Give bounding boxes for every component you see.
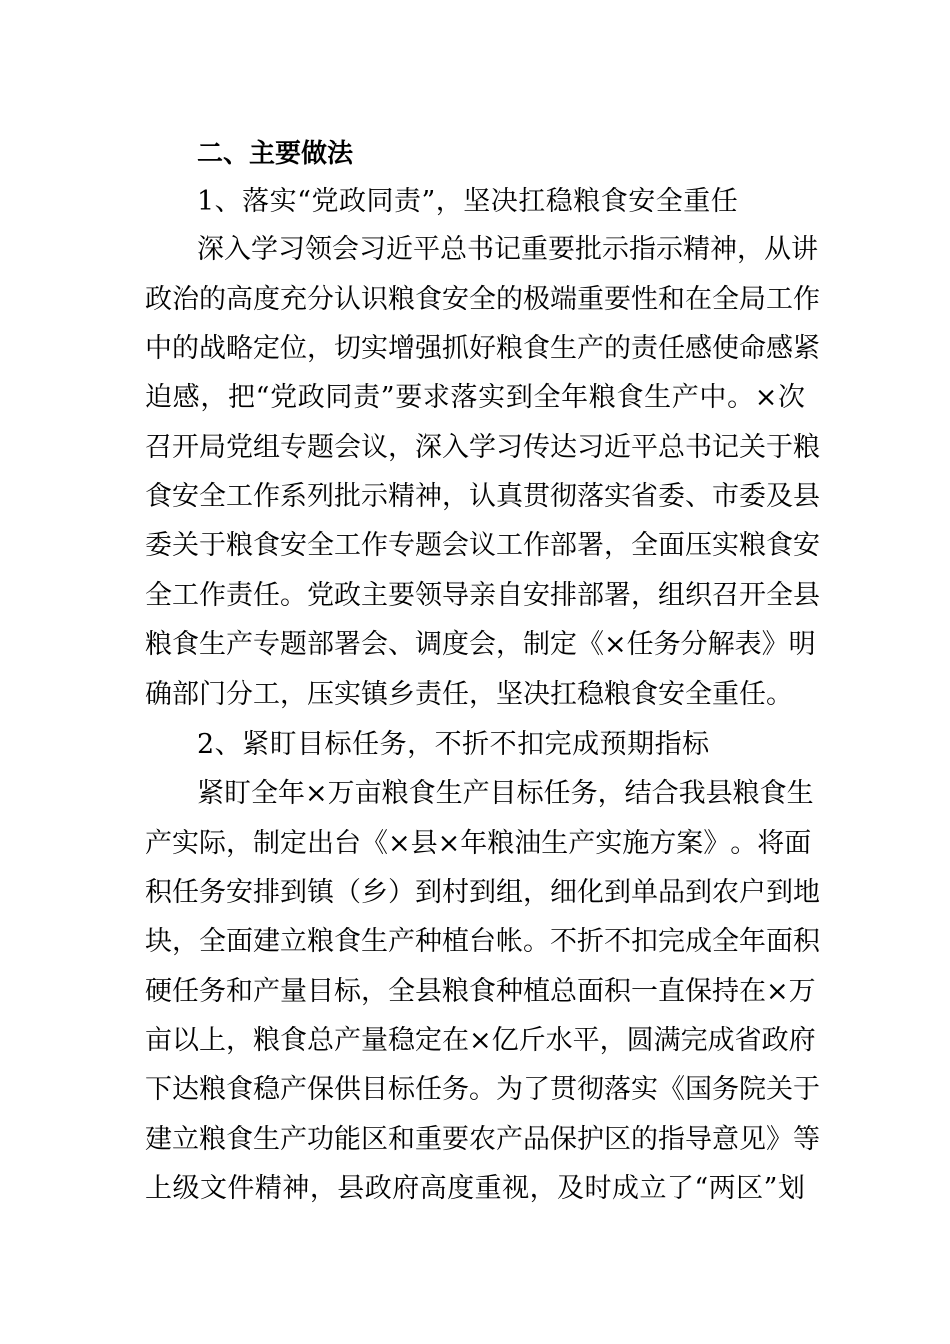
paragraph-2-line: 积 任 务 安 排 到 镇 （ 乡 ） 到 村 到 组 ， 细 化 到 单 品 到 农 户 到 地 — [145, 877, 820, 908]
paragraph-1-line: 委 关 于 粮 食 安 全 工 作 专 题 会 议 工 作 部 署 ， 全 面 压 实 粮 食 安 — [145, 530, 820, 561]
paragraph-1-line: 中 的 战 略 定 位 ， 切 实 增 强 抓 好 粮 食 生 产 的 责 任 感 使 命 感 紧 — [145, 333, 820, 364]
paragraph-1-line: 食 安 全 工 作 系 列 批 示 精 神 ， 认 真 贯 彻 落 实 省 委 、 市 委 及 县 — [145, 481, 820, 512]
paragraph-2-line: 上 级 文 件 精 神 ， 县 政 府 高 度 重 视 ， 及 时 成 立 了 “ 两 区 ” 划 — [145, 1173, 805, 1204]
section-heading: 二、主要做法 — [197, 139, 354, 169]
paragraph-1-line: 召 开 局 党 组 专 题 会 议 ， 深 入 学 习 传 达 习 近 平 总 书 记 关 于 粮 — [145, 432, 820, 463]
paragraph-1-line: 深入学习领会习近平总书记重要批示指示精神，从讲 — [197, 234, 818, 265]
paragraph-2-line: 建 立 粮 食 生 产 功 能 区 和 重 要 农 产 品 保 护 区 的 指 导 意 见 》 等 — [145, 1124, 820, 1155]
paragraph-1-line: 确部门分工，压实镇乡责任，坚决扛稳粮食安全重任。 — [145, 679, 793, 710]
paragraph-1-line: 全 工 作 责 任 。 党 政 主 要 领 导 亲 自 安 排 部 署 ， 组 织 召 开 全 县 — [145, 580, 820, 611]
paragraph-2-line: 块 ， 全 面 建 立 粮 食 生 产 种 植 台 帐 。 不 折 不 扣 完 成 全 年 面 积 — [145, 926, 820, 957]
subsection-1-title: 1、落实“党政同责”，坚决扛稳粮食安全重任 — [197, 186, 739, 217]
paragraph-2-line: 硬 任 务 和 产 量 目 标 ， 全 县 粮 食 种 植 总 面 积 一 直 保 持 在 × 万 — [145, 976, 816, 1007]
paragraph-1-line: 迫 感 ， 把 “ 党 政 同 责 ” 要 求 落 实 到 全 年 粮 食 生 产 中 。 × 次 — [145, 382, 805, 413]
paragraph-2-line: 亩 以 上 ， 粮 食 总 产 量 稳 定 在 × 亿 斤 水 平 ， 圆 满 完 成 省 政 府 — [145, 1025, 816, 1056]
paragraph-2-line: 紧盯全年×万亩粮食生产目标任务，结合我县粮食生 — [197, 778, 814, 809]
paragraph-1-line: 政 治 的 高 度 充 分 认 识 粮 食 安 全 的 极 端 重 要 性 和 在 全 局 工 作 — [145, 284, 820, 315]
paragraph-2-line: 下 达 粮 食 稳 产 保 供 目 标 任 务 。 为 了 贯 彻 落 实 《 国 务 院 关 于 — [145, 1074, 820, 1105]
subsection-2-title: 2、紧盯目标任务，不折不扣完成预期指标 — [197, 729, 710, 760]
paragraph-2-line: 产 实 际 ， 制 定 出 台 《 × 县 × 年 粮 油 生 产 实 施 方 案 》 。 将 面 — [145, 828, 812, 859]
paragraph-1-line: 粮 食 生 产 专 题 部 署 会 、 调 度 会 ， 制 定 《 × 任 务 分 解 表 》 明 — [145, 629, 816, 660]
